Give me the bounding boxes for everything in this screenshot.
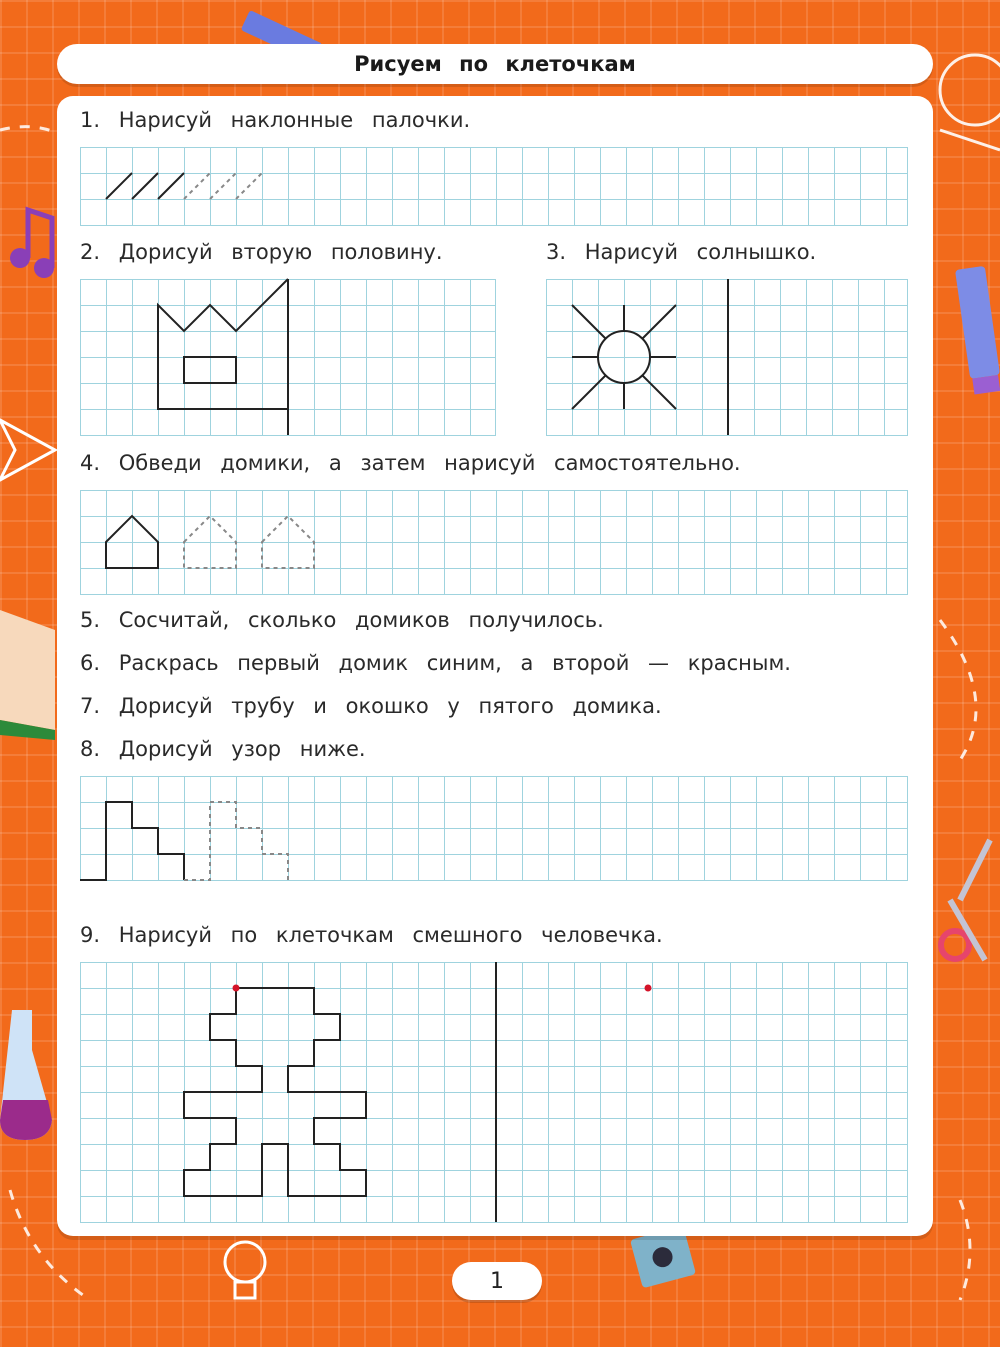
- task-number: 9.: [80, 923, 101, 947]
- start-dot-left: [233, 985, 240, 992]
- task-2: [80, 240, 443, 264]
- grid-task-8: [80, 776, 908, 881]
- page-title-bar: [57, 44, 933, 84]
- task-text: Дорисуй узор ниже.: [118, 737, 366, 761]
- slanted-sticks-drawing: [80, 147, 907, 225]
- task-1: [80, 108, 470, 132]
- half-building-drawing: [80, 279, 495, 435]
- task-8: [80, 737, 366, 761]
- task-text: Нарисуй наклонные палочки.: [118, 108, 471, 132]
- grid-task-4: [80, 490, 908, 595]
- task-text: Обведи домики, а затем нарисуй самостоятельно.: [118, 451, 741, 475]
- staircase-pattern-drawing: [80, 776, 907, 880]
- task-number: 6.: [80, 651, 101, 675]
- task-number: 3.: [546, 240, 567, 264]
- page-title: Рисуем по клеточкам: [354, 52, 636, 76]
- task-number: 1.: [80, 108, 101, 132]
- task-5: [80, 608, 604, 632]
- task-number: 2.: [80, 240, 101, 264]
- grid-task-3: [546, 279, 908, 436]
- task-text: Нарисуй солнышко.: [584, 240, 817, 264]
- task-text: Сосчитай, сколько домиков получилось.: [118, 608, 604, 632]
- grid-task-2: [80, 279, 496, 436]
- task-text: Дорисуй трубу и окошко у пятого домика.: [118, 694, 662, 718]
- page-number: 1: [452, 1262, 542, 1300]
- sun-drawing: [546, 279, 907, 435]
- start-dot-right: [645, 985, 652, 992]
- grid-task-1: [80, 147, 908, 226]
- task-9: [80, 923, 663, 947]
- grid-task-9: [80, 962, 908, 1223]
- task-7: [80, 694, 662, 718]
- task-4: [80, 451, 741, 475]
- little-man-drawing: [80, 962, 907, 1222]
- task-number: 4.: [80, 451, 101, 475]
- houses-drawing: [80, 490, 907, 594]
- task-3: [546, 240, 816, 264]
- task-text: Раскрась первый домик синим, а второй — красным.: [118, 651, 791, 675]
- task-number: 5.: [80, 608, 101, 632]
- task-text: Дорисуй вторую половину.: [118, 240, 443, 264]
- task-number: 7.: [80, 694, 101, 718]
- task-6: [80, 651, 791, 675]
- task-number: 8.: [80, 737, 101, 761]
- task-text: Нарисуй по клеточкам смешного человечка.: [118, 923, 663, 947]
